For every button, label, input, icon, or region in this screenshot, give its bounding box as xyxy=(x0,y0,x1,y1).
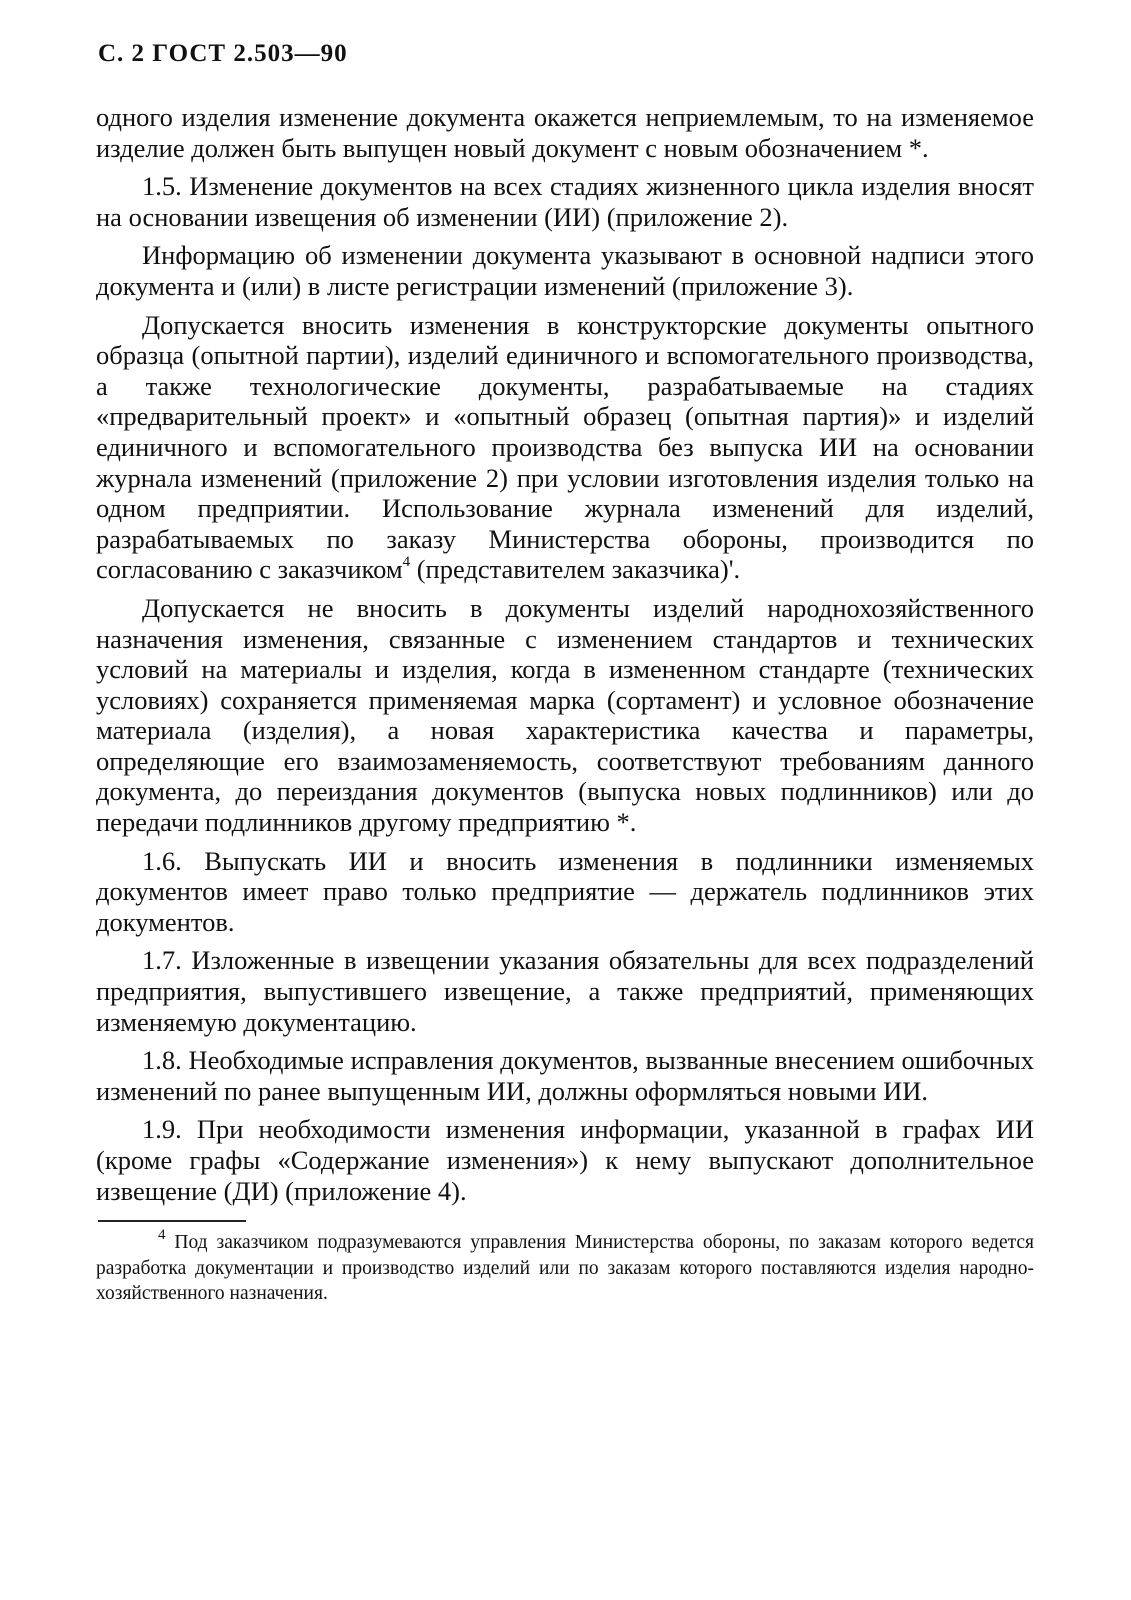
footnote-divider xyxy=(98,1220,246,1222)
footnote xyxy=(96,1226,1035,1307)
footnote-reference: 4 xyxy=(402,554,411,571)
paragraph-1-5: 1.5. Изменение документов на всех стадиях жизненного цикла изделия вносят на основании извещения об изменении (ИИ) (приложение 2). xyxy=(96,171,1034,232)
paragraph-1-8: 1.8. Необходимые исправления документов, вызванные внесением ошибочных изменений по ранее выпущенным ИИ, должны оформляться новыми ИИ. xyxy=(96,1045,1034,1106)
paragraph-change-info: Информацию об изменении документа указывают в основной надписи этого документа и (или) в листе регистрации изменений (приложение 3). xyxy=(96,240,1034,301)
footnote-text: Под заказчиком подразумеваются управления Министерства обороны, по заказам которого ведется разработка документации и производство изделий или по заказам которого поставляются изделия народно-хозяйственного назначения. xyxy=(96,1232,1035,1305)
paragraph-continuation: одного изделия изменение документа окажется неприемлемым, то на изменяемое изделие должен быть выпущен новый документ с новым обозначением *. xyxy=(96,102,1034,163)
document-body xyxy=(96,102,1034,1206)
paragraph-national-economy: Допускается не вносить в документы изделий народнохозяйственного назначения изменения, связанные с изменением стандартов и технических условий на материалы и изделия, когда в измененном стандарте (технических условиях) сохраняется применяемая марка (сортамент) и условное обозначение материала (изделия), а новая характеристика качества и параметры, определяющие его взаимозаменяемость, соответствуют требованиям данного документа, до переиздания документов (выпуска новых подлинников) или до передачи подлинников другому предприятию *. xyxy=(96,592,1034,838)
paragraph-change-journal xyxy=(96,310,1034,585)
page-header: С. 2 ГОСТ 2.503—90 xyxy=(98,40,348,67)
paragraph-1-6: 1.6. Выпускать ИИ и вносить изменения в подлинники изменяемых документов имеет право только предприятие — держатель подлинников этих документов. xyxy=(96,845,1034,937)
paragraph-1-9: 1.9. При необходимости изменения информации, указанной в графах ИИ (кроме графы «Содержание изменения») к нему выпускают дополнительное извещение (ДИ) (приложение 4). xyxy=(96,1114,1034,1206)
paragraph-1-7: 1.7. Изложенные в извещении указания обязательны для всех подразделений предприятия, выпустившего извещение, а также предприятий, применяющих изменяемую документацию. xyxy=(96,945,1034,1037)
footnote-marker: 4 xyxy=(158,1226,166,1243)
paragraph-change-journal-tail: (представителем заказчика)'. xyxy=(416,554,741,585)
paragraph-change-journal-text: Допускается вносить изменения в конструкторские документы опытного образца (опытной партии), изделий единичного и вспомогательного производства, а также технологические документы, разрабатываемые на стадиях «предварительный проект» и «опытный образец (опытная партия)» и изделий единичного и вспомогательного производства без выпуска ИИ на основании журнала изменений (приложение 2) при условии изготовления изделия только на одном предприятии. Использование журнала изменений для изделий, разрабатываемых по заказу Министерства обороны, производится по согласованию с заказчиком xyxy=(96,309,1034,585)
document-page xyxy=(96,40,1034,1307)
